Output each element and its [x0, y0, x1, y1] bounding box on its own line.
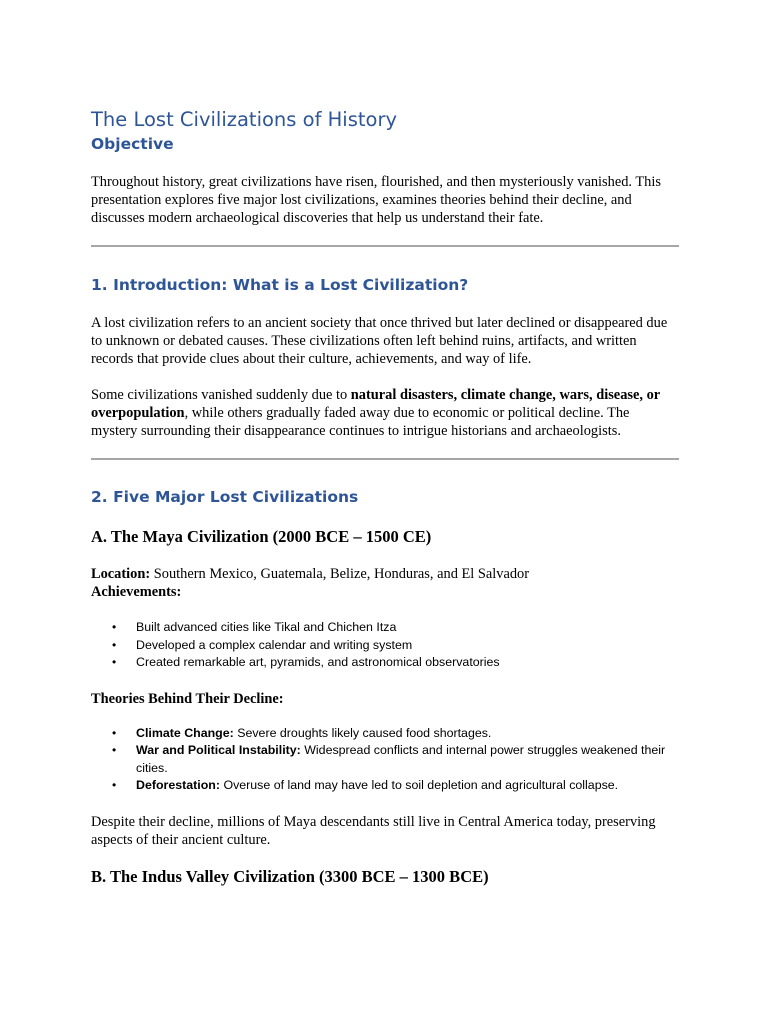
maya-location — [91, 565, 679, 583]
bullet-icon: • — [112, 743, 117, 757]
maya-closing-paragraph: Despite their decline, millions of Maya descendants still live in Central America today, preserving aspects of their ancient culture. — [91, 813, 656, 848]
list-item — [91, 619, 679, 637]
horizontal-rule — [91, 458, 679, 460]
maya-heading: A. The Maya Civilization (2000 BCE – 1500 CE) — [91, 527, 432, 546]
bullet-icon: • — [112, 620, 117, 634]
section-1-paragraph-1: A lost civilization refers to an ancient society that once thrived but later declined or disappeared due to unknown or debated causes. These civilizations often left behind ruins, artifacts, and written records that provide clues about their culture, achievements, and way of life. — [91, 315, 668, 367]
document-title: The Lost Civilizations of History — [91, 108, 398, 131]
theory-text: Severe droughts likely caused food shortages. — [233, 725, 492, 740]
objective-heading: Objective — [91, 135, 174, 153]
bullet-icon: • — [112, 637, 117, 652]
theory-label: War and Political Instability: — [136, 743, 301, 757]
bullet-icon: • — [112, 778, 117, 792]
theories-list — [91, 725, 679, 795]
list-item — [91, 777, 679, 795]
paragraph-text: , while others gradually faded away due to economic or political decline. The mystery surrounding their disappearance continues to intrigue historians and archaeologists. — [91, 405, 630, 439]
list-item — [91, 637, 679, 655]
bullet-icon: • — [112, 725, 117, 740]
theories-heading — [91, 690, 679, 708]
section-1-heading: 1. Introduction: What is a Lost Civilization? — [91, 276, 469, 294]
indus-heading: B. The Indus Valley Civilization (3300 BCE – 1300 BCE) — [91, 866, 489, 886]
list-item-text: Developed a complex calendar and writing system — [136, 637, 413, 652]
emphasis-text: natural disasters, climate change, wars, disease, or overpopulation — [91, 387, 660, 421]
theory-label: Deforestation: — [136, 778, 220, 792]
section-2-heading: 2. Five Major Lost Civilizations — [91, 488, 359, 506]
document-body — [91, 108, 679, 888]
list-item — [91, 725, 679, 743]
location-label: Location: — [91, 566, 151, 582]
location-text: Southern Mexico, Guatemala, Belize, Honduras, and El Salvador — [150, 566, 530, 582]
maya-achievements-label — [91, 583, 679, 601]
list-item-text: Created remarkable art, pyramids, and astronomical observatories — [136, 655, 500, 669]
theory-label: Climate Change: — [136, 725, 234, 740]
objective-paragraph: Throughout history, great civilizations have risen, flourished, and then mysteriously vanished. This presentation explores five major lost civilizations, examines theories behind their decline, and discusses modern archaeological discoveries that help us understand their fate. — [91, 174, 661, 226]
list-item — [91, 654, 679, 672]
paragraph-text: Some civilizations vanished suddenly due to — [91, 387, 351, 403]
achievements-list — [91, 619, 679, 672]
section-1-paragraph-2 — [91, 386, 679, 440]
horizontal-rule — [91, 245, 679, 247]
list-item-text: Built advanced cities like Tikal and Chichen Itza — [136, 620, 397, 634]
list-item — [91, 742, 679, 777]
bullet-icon: • — [112, 655, 117, 669]
theories-heading-text: Theories Behind Their Decline: — [91, 690, 284, 707]
theory-text: Overuse of land may have led to soil depletion and agricultural collapse. — [220, 778, 619, 792]
achievements-label: Achievements: — [91, 584, 182, 600]
theory-text: Widespread conflicts and internal power struggles weakened their cities. — [136, 743, 666, 775]
